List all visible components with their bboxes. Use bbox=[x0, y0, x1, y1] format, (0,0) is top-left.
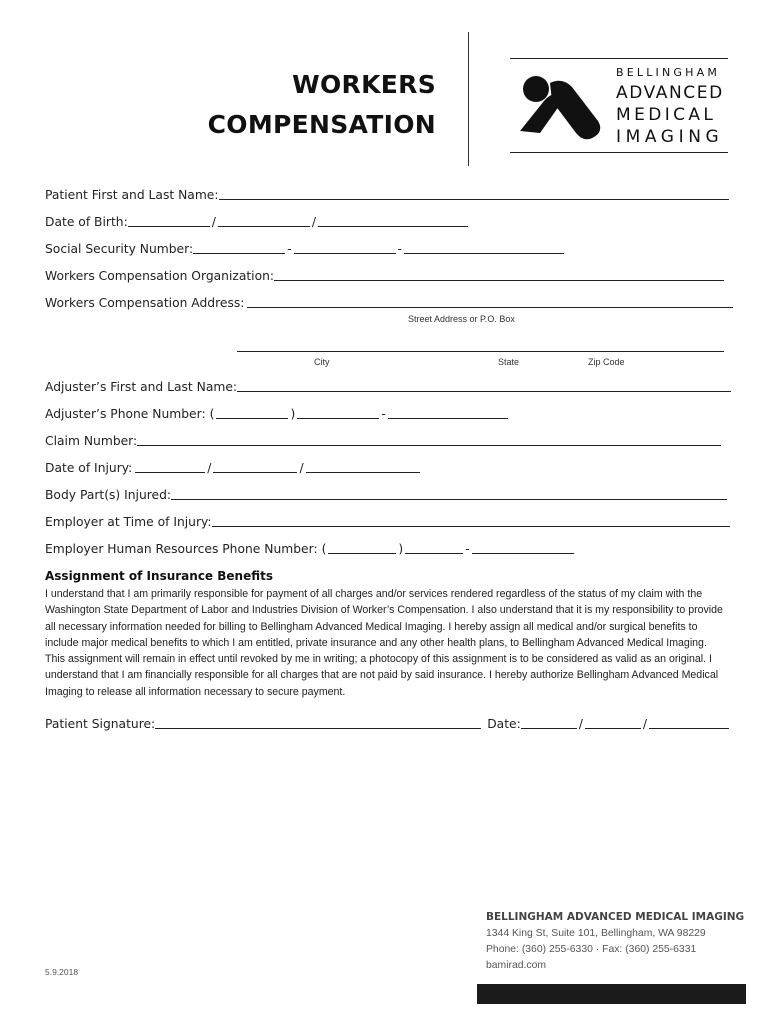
hr-phone-line-field[interactable] bbox=[472, 553, 574, 554]
wc-address-label: Workers Compensation Address: bbox=[45, 296, 245, 310]
injury-day-field[interactable] bbox=[213, 472, 297, 473]
logo-mark-icon bbox=[514, 71, 606, 143]
logo-text-bellingham: BELLINGHAM bbox=[616, 66, 721, 79]
zip-hint: Zip Code bbox=[588, 357, 625, 367]
wc-org-label: Workers Compensation Organization: bbox=[45, 269, 275, 283]
phone-separator: - bbox=[465, 542, 470, 556]
logo-text-advanced: ADVANCED bbox=[616, 83, 724, 103]
paren-close: ) bbox=[398, 542, 404, 556]
date-of-injury-label: Date of Injury: bbox=[45, 461, 133, 475]
dob-row bbox=[45, 213, 468, 229]
signature-date-separator: / bbox=[578, 717, 583, 731]
claim-number-label: Claim Number: bbox=[45, 434, 138, 448]
claim-number-field[interactable] bbox=[137, 445, 721, 446]
adjuster-phone-row bbox=[45, 405, 508, 421]
injury-date-separator: / bbox=[207, 461, 212, 475]
ssn-separator: - bbox=[397, 242, 402, 256]
logo-text-imaging: IMAGING bbox=[616, 127, 724, 147]
signature-row bbox=[45, 715, 729, 731]
form-title-line2: COMPENSATION bbox=[207, 110, 436, 139]
phone-separator: - bbox=[381, 407, 386, 421]
state-hint: State bbox=[498, 357, 520, 367]
wc-org-field[interactable] bbox=[274, 280, 724, 281]
dob-separator: / bbox=[211, 215, 216, 229]
footer-phone-fax: Phone: (360) 255-6330 · Fax: (360) 255-6331 bbox=[486, 944, 697, 955]
injury-date-separator: / bbox=[299, 461, 304, 475]
wc-org-row bbox=[45, 267, 724, 283]
hr-area-code-field[interactable] bbox=[328, 553, 396, 554]
wc-city-state-zip-field[interactable] bbox=[237, 351, 724, 352]
footer-address: 1344 King St, Suite 101, Bellingham, WA 98229 bbox=[486, 928, 706, 939]
city-hint: City bbox=[314, 357, 330, 367]
employer-row bbox=[45, 513, 730, 529]
logo-text-medical: MEDICAL bbox=[616, 105, 717, 125]
footer-org-name: BELLINGHAM ADVANCED MEDICAL IMAGING bbox=[486, 911, 745, 923]
claim-number-row bbox=[45, 432, 721, 448]
injury-year-field[interactable] bbox=[306, 472, 420, 473]
signature-date-separator: / bbox=[642, 717, 648, 731]
dob-year-field[interactable] bbox=[318, 226, 468, 227]
dob-day-field[interactable] bbox=[218, 226, 310, 227]
ssn-label: Social Security Number: bbox=[45, 242, 194, 256]
adjuster-phone-prefix-field[interactable] bbox=[297, 418, 379, 419]
patient-name-label: Patient First and Last Name: bbox=[45, 188, 219, 202]
ssn-part1-field[interactable] bbox=[193, 253, 285, 254]
footer-website[interactable]: bamirad.com bbox=[486, 960, 547, 971]
adjuster-phone-label: Adjuster’s Phone Number: bbox=[45, 407, 206, 421]
wc-street-field[interactable] bbox=[247, 307, 733, 308]
company-logo bbox=[510, 58, 728, 153]
patient-signature-label: Patient Signature: bbox=[45, 717, 156, 731]
patient-name-row bbox=[45, 186, 729, 202]
adjuster-area-code-field[interactable] bbox=[216, 418, 288, 419]
hr-phone-prefix-field[interactable] bbox=[405, 553, 463, 554]
assignment-text: I understand that I am primarily responsible for payment of all charges and/or services rendered regardless of the status of my claim with the Washington State Department of Labor and Industries Division of Worker’s Compensation. I also understand that it is my responsibility to provide all necessary information needed for billing to Bellingham Advanced Medical Imaging. I hereby assign all medical and/or surgical benefits to include major medical benefits to which I am entitled, private insurance and any other health plans, to Bellingham Advanced Medical Imaging. This assignment will remain in effect until revoked by me in writing; a photocopy of this assignment is to be considered as valid as an original. I understand that I am financially responsible for all charges that are not paid by said insurance. I hereby authorize Bellingham Advanced Medical Imaging to release all information necessary to secure payment. bbox=[45, 588, 723, 698]
adjuster-name-field[interactable] bbox=[237, 391, 731, 392]
body-parts-row bbox=[45, 486, 727, 502]
adjuster-name-row bbox=[45, 378, 731, 394]
dob-month-field[interactable] bbox=[128, 226, 210, 227]
employer-label: Employer at Time of Injury: bbox=[45, 515, 212, 529]
dob-label: Date of Birth: bbox=[45, 215, 128, 229]
signature-date-label: Date: bbox=[487, 717, 521, 731]
paren-close: ) bbox=[290, 407, 296, 421]
employer-field[interactable] bbox=[212, 526, 730, 527]
footer-bar bbox=[477, 984, 746, 1004]
street-hint: Street Address or P.O. Box bbox=[408, 314, 515, 324]
injury-month-field[interactable] bbox=[135, 472, 205, 473]
ssn-row bbox=[45, 240, 564, 256]
ssn-separator: - bbox=[287, 242, 292, 256]
paren-open: ( bbox=[209, 407, 215, 421]
ssn-part3-field[interactable] bbox=[404, 253, 564, 254]
wc-address-row bbox=[45, 294, 733, 310]
adjuster-name-label: Adjuster’s First and Last Name: bbox=[45, 380, 238, 394]
signature-year-field[interactable] bbox=[649, 728, 729, 729]
patient-signature-field[interactable] bbox=[155, 728, 481, 729]
signature-month-field[interactable] bbox=[521, 728, 577, 729]
patient-name-field[interactable] bbox=[219, 199, 729, 200]
ssn-part2-field[interactable] bbox=[294, 253, 396, 254]
header-divider bbox=[468, 32, 469, 166]
employer-hr-phone-label: Employer Human Resources Phone Number: bbox=[45, 542, 318, 556]
adjuster-phone-line-field[interactable] bbox=[388, 418, 508, 419]
employer-hr-phone-row bbox=[45, 540, 574, 556]
body-parts-label: Body Part(s) Injured: bbox=[45, 488, 172, 502]
assignment-heading: Assignment of Insurance Benefits bbox=[45, 569, 273, 583]
body-parts-field[interactable] bbox=[171, 499, 727, 500]
signature-day-field[interactable] bbox=[585, 728, 641, 729]
date-of-injury-row bbox=[45, 459, 420, 475]
dob-separator: / bbox=[311, 215, 317, 229]
form-title-line1: WORKERS bbox=[292, 70, 436, 99]
form-version: 5.9.2018 bbox=[45, 967, 79, 977]
paren-open: ( bbox=[321, 542, 327, 556]
